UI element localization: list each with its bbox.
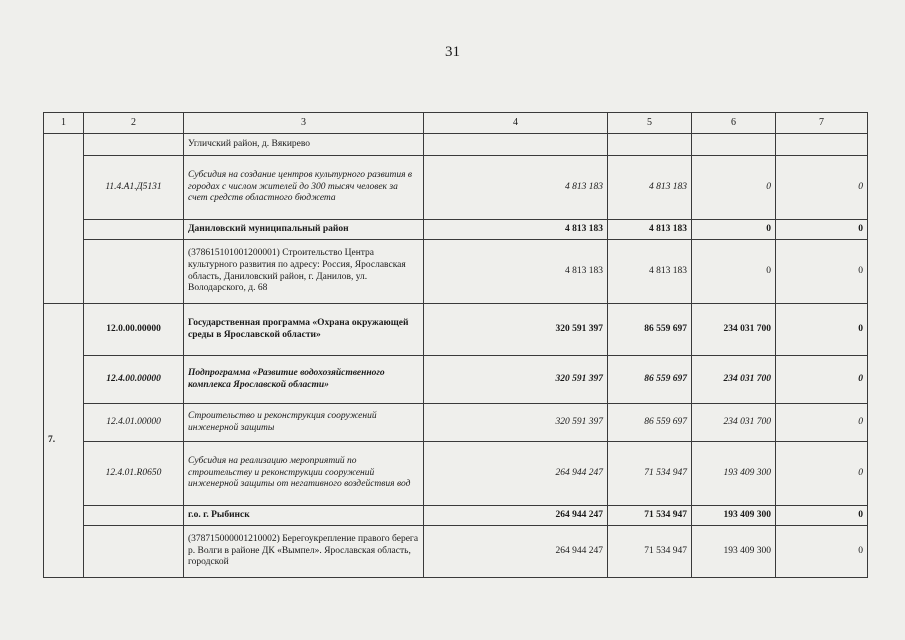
row-value-6: 234 031 700 <box>692 304 776 356</box>
row-value-4: 4 813 183 <box>424 220 608 240</box>
row-value-4: 320 591 397 <box>424 304 608 356</box>
row-index <box>44 134 84 304</box>
header-cell-4: 4 <box>424 113 608 134</box>
table-row <box>44 506 868 526</box>
row-value-6 <box>692 134 776 156</box>
row-name: Угличский район, д. Вякирево <box>184 134 424 156</box>
table-row <box>44 220 868 240</box>
row-value-6: 193 409 300 <box>692 526 776 578</box>
row-name: г.о. г. Рыбинск <box>184 506 424 526</box>
table-row <box>44 156 868 220</box>
row-value-5: 4 813 183 <box>608 156 692 220</box>
row-value-4: 264 944 247 <box>424 526 608 578</box>
row-value-6: 193 409 300 <box>692 442 776 506</box>
row-index: 7. <box>44 304 84 578</box>
table-row <box>44 442 868 506</box>
table-header-row <box>44 113 868 134</box>
row-code <box>84 526 184 578</box>
row-code: 12.4.01.R0650 <box>84 442 184 506</box>
row-name: Субсидия на создание центров культурного развития в городах с числом жителей до 300 тысяч человек за счет средств областного бюджета <box>184 156 424 220</box>
row-value-7: 0 <box>776 156 868 220</box>
row-value-6: 234 031 700 <box>692 356 776 404</box>
row-name: Строительство и реконструкция сооружений инженерной защиты <box>184 404 424 442</box>
row-value-5: 71 534 947 <box>608 526 692 578</box>
row-value-7: 0 <box>776 220 868 240</box>
row-value-6: 193 409 300 <box>692 506 776 526</box>
table-row <box>44 404 868 442</box>
row-value-5 <box>608 134 692 156</box>
header-cell-7: 7 <box>776 113 868 134</box>
row-value-5: 86 559 697 <box>608 356 692 404</box>
row-value-4: 264 944 247 <box>424 506 608 526</box>
row-value-7: 0 <box>776 442 868 506</box>
table-row <box>44 356 868 404</box>
row-value-5: 4 813 183 <box>608 240 692 304</box>
row-value-4: 320 591 397 <box>424 404 608 442</box>
row-name: Даниловский муниципальный район <box>184 220 424 240</box>
row-name: Субсидия на реализацию мероприятий по строительству и реконструкции сооружений инженерной защиты от негативного воздействия вод <box>184 442 424 506</box>
row-code: 12.4.00.00000 <box>84 356 184 404</box>
row-value-7: 0 <box>776 240 868 304</box>
row-value-6: 0 <box>692 156 776 220</box>
row-code <box>84 506 184 526</box>
table-row <box>44 240 868 304</box>
table-row <box>44 134 868 156</box>
row-value-4: 320 591 397 <box>424 356 608 404</box>
budget-table <box>43 112 868 578</box>
page-number: 31 <box>445 44 460 60</box>
table-row <box>44 526 868 578</box>
row-code <box>84 220 184 240</box>
row-value-7: 0 <box>776 356 868 404</box>
table-row <box>44 304 868 356</box>
row-value-7: 0 <box>776 304 868 356</box>
row-code: 11.4.А1.Д5131 <box>84 156 184 220</box>
row-name: (378615101001200001) Строительство Центра культурного развития по адресу: Россия, Ярославская область, Даниловский район, г. Данилов, ул. Володарского, д. 68 <box>184 240 424 304</box>
row-value-6: 234 031 700 <box>692 404 776 442</box>
row-code: 12.4.01.00000 <box>84 404 184 442</box>
header-cell-3: 3 <box>184 113 424 134</box>
row-value-4 <box>424 134 608 156</box>
row-value-5: 86 559 697 <box>608 304 692 356</box>
row-value-7: 0 <box>776 506 868 526</box>
row-value-4: 4 813 183 <box>424 156 608 220</box>
row-value-7: 0 <box>776 526 868 578</box>
row-name: Подпрограмма «Развитие водохозяйственного комплекса Ярославской области» <box>184 356 424 404</box>
header-cell-1: 1 <box>44 113 84 134</box>
header-cell-5: 5 <box>608 113 692 134</box>
row-name: (378715000001210002) Берегоукрепление правого берега р. Волги в районе ДК «Вымпел». Ярославская область, городской <box>184 526 424 578</box>
row-value-4: 4 813 183 <box>424 240 608 304</box>
row-value-6: 0 <box>692 220 776 240</box>
row-value-7: 0 <box>776 404 868 442</box>
row-name: Государственная программа «Охрана окружающей среды в Ярославской области» <box>184 304 424 356</box>
row-value-5: 71 534 947 <box>608 442 692 506</box>
row-code: 12.0.00.00000 <box>84 304 184 356</box>
header-cell-6: 6 <box>692 113 776 134</box>
header-cell-2: 2 <box>84 113 184 134</box>
row-value-5: 86 559 697 <box>608 404 692 442</box>
row-code <box>84 134 184 156</box>
row-code <box>84 240 184 304</box>
row-value-6: 0 <box>692 240 776 304</box>
row-value-4: 264 944 247 <box>424 442 608 506</box>
row-value-5: 71 534 947 <box>608 506 692 526</box>
row-value-5: 4 813 183 <box>608 220 692 240</box>
row-value-7 <box>776 134 868 156</box>
